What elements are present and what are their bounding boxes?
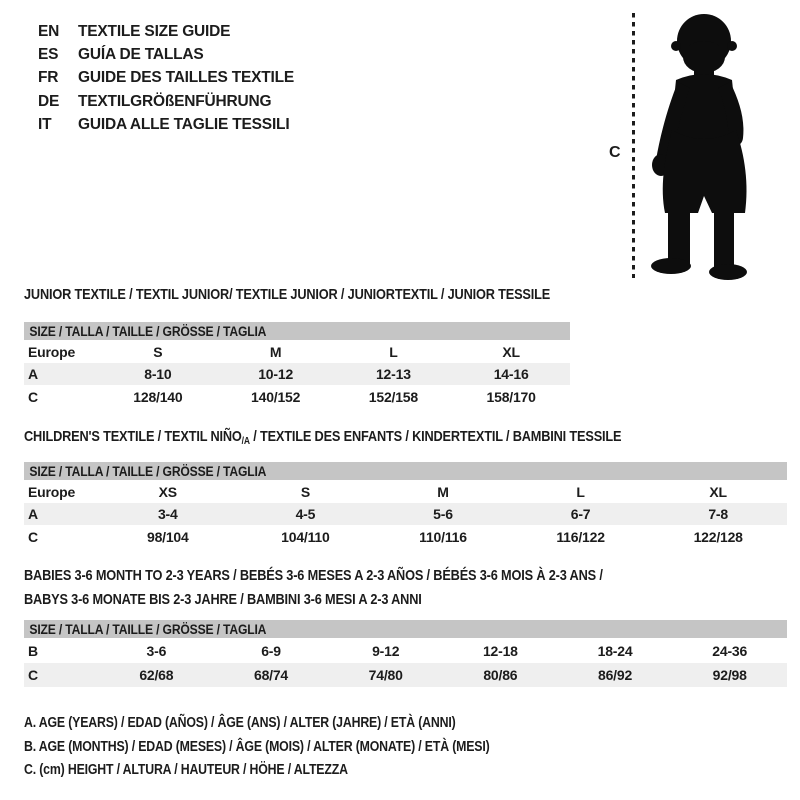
legend-notes bbox=[24, 712, 572, 783]
lang-row-de bbox=[38, 90, 294, 113]
row-label-cell: C bbox=[28, 529, 38, 545]
children-heading-pre: CHILDREN'S TEXTILE / TEXTIL NIÑO bbox=[24, 428, 242, 445]
babies-section-heading bbox=[24, 564, 603, 612]
height-cell: 98/104 bbox=[146, 529, 189, 545]
age-cell: 7-8 bbox=[708, 506, 728, 522]
age-cell: 12-13 bbox=[375, 366, 411, 382]
language-code: ES bbox=[38, 45, 59, 63]
height-cell: 110/116 bbox=[419, 529, 467, 545]
height-cell: 158/170 bbox=[486, 388, 536, 405]
language-code: IT bbox=[38, 115, 52, 133]
language-code: EN bbox=[38, 22, 60, 40]
page-title: TEXTILE SIZE GUIDE bbox=[78, 22, 231, 40]
size-header-label: SIZE / TALLA / TAILLE / GRÖSSE / TAGLIA bbox=[29, 621, 267, 637]
lang-row-en bbox=[38, 20, 294, 43]
size-cell: XS bbox=[158, 483, 177, 500]
height-cell: 92/98 bbox=[712, 667, 747, 683]
page-title-it: GUIDA ALLE TAGLIE TESSILI bbox=[78, 115, 290, 133]
size-cell: XL bbox=[502, 343, 520, 360]
size-cell: S bbox=[153, 343, 163, 360]
height-measure-dashed-line bbox=[632, 13, 635, 278]
height-cell: 86/92 bbox=[598, 667, 633, 683]
height-cell: 152/158 bbox=[368, 388, 418, 405]
size-header-label: SIZE / TALLA / TAILLE / GRÖSSE / TAGLIA bbox=[29, 323, 267, 339]
age-cell: 24-36 bbox=[712, 642, 748, 659]
page-title-fr: GUIDE DES TAILLES TEXTILE bbox=[78, 69, 295, 87]
table-row-europe bbox=[24, 480, 787, 503]
junior-section-heading: JUNIOR TEXTILE / TEXTIL JUNIOR/ TEXTILE JUNIOR / JUNIORTEXTIL / JUNIOR TESSILE bbox=[24, 286, 551, 303]
height-cell: 122/128 bbox=[693, 529, 743, 545]
toddler-silhouette bbox=[646, 8, 766, 280]
age-cell: 8-10 bbox=[144, 366, 172, 382]
age-cell: 4-5 bbox=[295, 506, 316, 522]
size-cell: S bbox=[300, 483, 310, 500]
size-header-bar bbox=[24, 322, 570, 340]
lang-row-es bbox=[38, 43, 294, 66]
table-row-height-cm bbox=[24, 525, 787, 549]
age-cell: 3-4 bbox=[157, 506, 178, 522]
toddler-silhouette-shape bbox=[651, 14, 747, 280]
height-cell: 68/74 bbox=[253, 667, 289, 683]
lang-row-it bbox=[38, 113, 294, 136]
size-cell: M bbox=[437, 483, 449, 500]
row-label-cell: C bbox=[28, 667, 38, 683]
height-cell: 74/80 bbox=[368, 667, 403, 683]
children-section-heading bbox=[24, 428, 621, 447]
language-code: DE bbox=[38, 92, 60, 110]
age-cell: 12-18 bbox=[482, 642, 518, 659]
height-cell: 80/86 bbox=[483, 667, 518, 683]
row-label-cell: A bbox=[28, 506, 38, 522]
title-language-block bbox=[38, 20, 294, 136]
children-heading-post: / TEXTILE DES ENFANTS / KINDERTEXTIL / BAMBINI TESSILE bbox=[249, 428, 622, 445]
row-label-cell: Europe bbox=[28, 343, 76, 360]
lang-row-fr bbox=[38, 67, 294, 90]
table-row-europe bbox=[24, 340, 570, 363]
size-cell: XL bbox=[709, 483, 727, 500]
measure-label-c: C bbox=[609, 144, 621, 161]
babies-size-table bbox=[24, 620, 787, 687]
size-cell: L bbox=[576, 483, 585, 500]
row-label-cell: C bbox=[28, 388, 38, 405]
children-size-table bbox=[24, 462, 787, 549]
height-cell: 116/122 bbox=[556, 529, 605, 545]
language-code: FR bbox=[38, 69, 59, 87]
row-label-cell: Europe bbox=[28, 483, 76, 500]
size-header-bar bbox=[24, 620, 787, 638]
size-header-label: SIZE / TALLA / TAILLE / GRÖSSE / TAGLIA bbox=[29, 463, 267, 479]
page-title-es: GUÍA DE TALLAS bbox=[78, 45, 204, 63]
table-row-height-cm bbox=[24, 663, 787, 687]
size-header-bar bbox=[24, 462, 787, 480]
table-row-age-years bbox=[24, 363, 570, 385]
junior-size-table bbox=[24, 322, 570, 408]
row-label-cell: B bbox=[28, 642, 38, 659]
note-age-months: B. AGE (MONTHS) / EDAD (MESES) / ÂGE (MOIS) / ALTER (MONATE) / ETÀ (MESI) bbox=[24, 738, 490, 755]
children-heading-sub: /A bbox=[241, 436, 250, 447]
height-cell: 128/140 bbox=[133, 388, 183, 405]
age-cell: 3-6 bbox=[146, 642, 167, 659]
page-title-de: TEXTILGRÖßENFÜHRUNG bbox=[78, 92, 272, 110]
age-cell: 14-16 bbox=[493, 366, 529, 382]
table-row-age-months bbox=[24, 638, 787, 663]
height-cell: 140/152 bbox=[251, 388, 301, 405]
note-age-years: A. AGE (YEARS) / EDAD (AÑOS) / ÂGE (ANS) / ALTER (JAHRE) / ETÀ (ANNI) bbox=[24, 715, 456, 731]
height-cell: 104/110 bbox=[281, 529, 330, 545]
row-label-cell: A bbox=[28, 366, 38, 382]
age-cell: 18-24 bbox=[597, 642, 633, 659]
age-cell: 5-6 bbox=[433, 506, 453, 522]
height-cell: 62/68 bbox=[139, 667, 174, 683]
note-height-cm: C. (cm) HEIGHT / ALTURA / HAUTEUR / HÖHE / ALTEZZA bbox=[24, 762, 348, 778]
age-cell: 6-9 bbox=[261, 642, 281, 659]
babies-heading-line1: BABIES 3-6 MONTH TO 2-3 YEARS / BEBÉS 3-6 MESES A 2-3 AÑOS / BÉBÉS 3-6 MOIS À 2-3 ANS / bbox=[24, 567, 603, 584]
table-row-age-years bbox=[24, 503, 787, 525]
size-cell: L bbox=[389, 343, 398, 360]
size-cell: M bbox=[269, 343, 282, 360]
age-cell: 9-12 bbox=[372, 642, 400, 659]
age-cell: 10-12 bbox=[258, 366, 294, 382]
table-row-height-cm bbox=[24, 385, 570, 408]
babies-heading-line2: BABYS 3-6 MONATE BIS 2-3 JAHRE / BAMBINI 3-6 MESI A 2-3 ANNI bbox=[24, 591, 422, 608]
age-cell: 6-7 bbox=[570, 506, 591, 522]
